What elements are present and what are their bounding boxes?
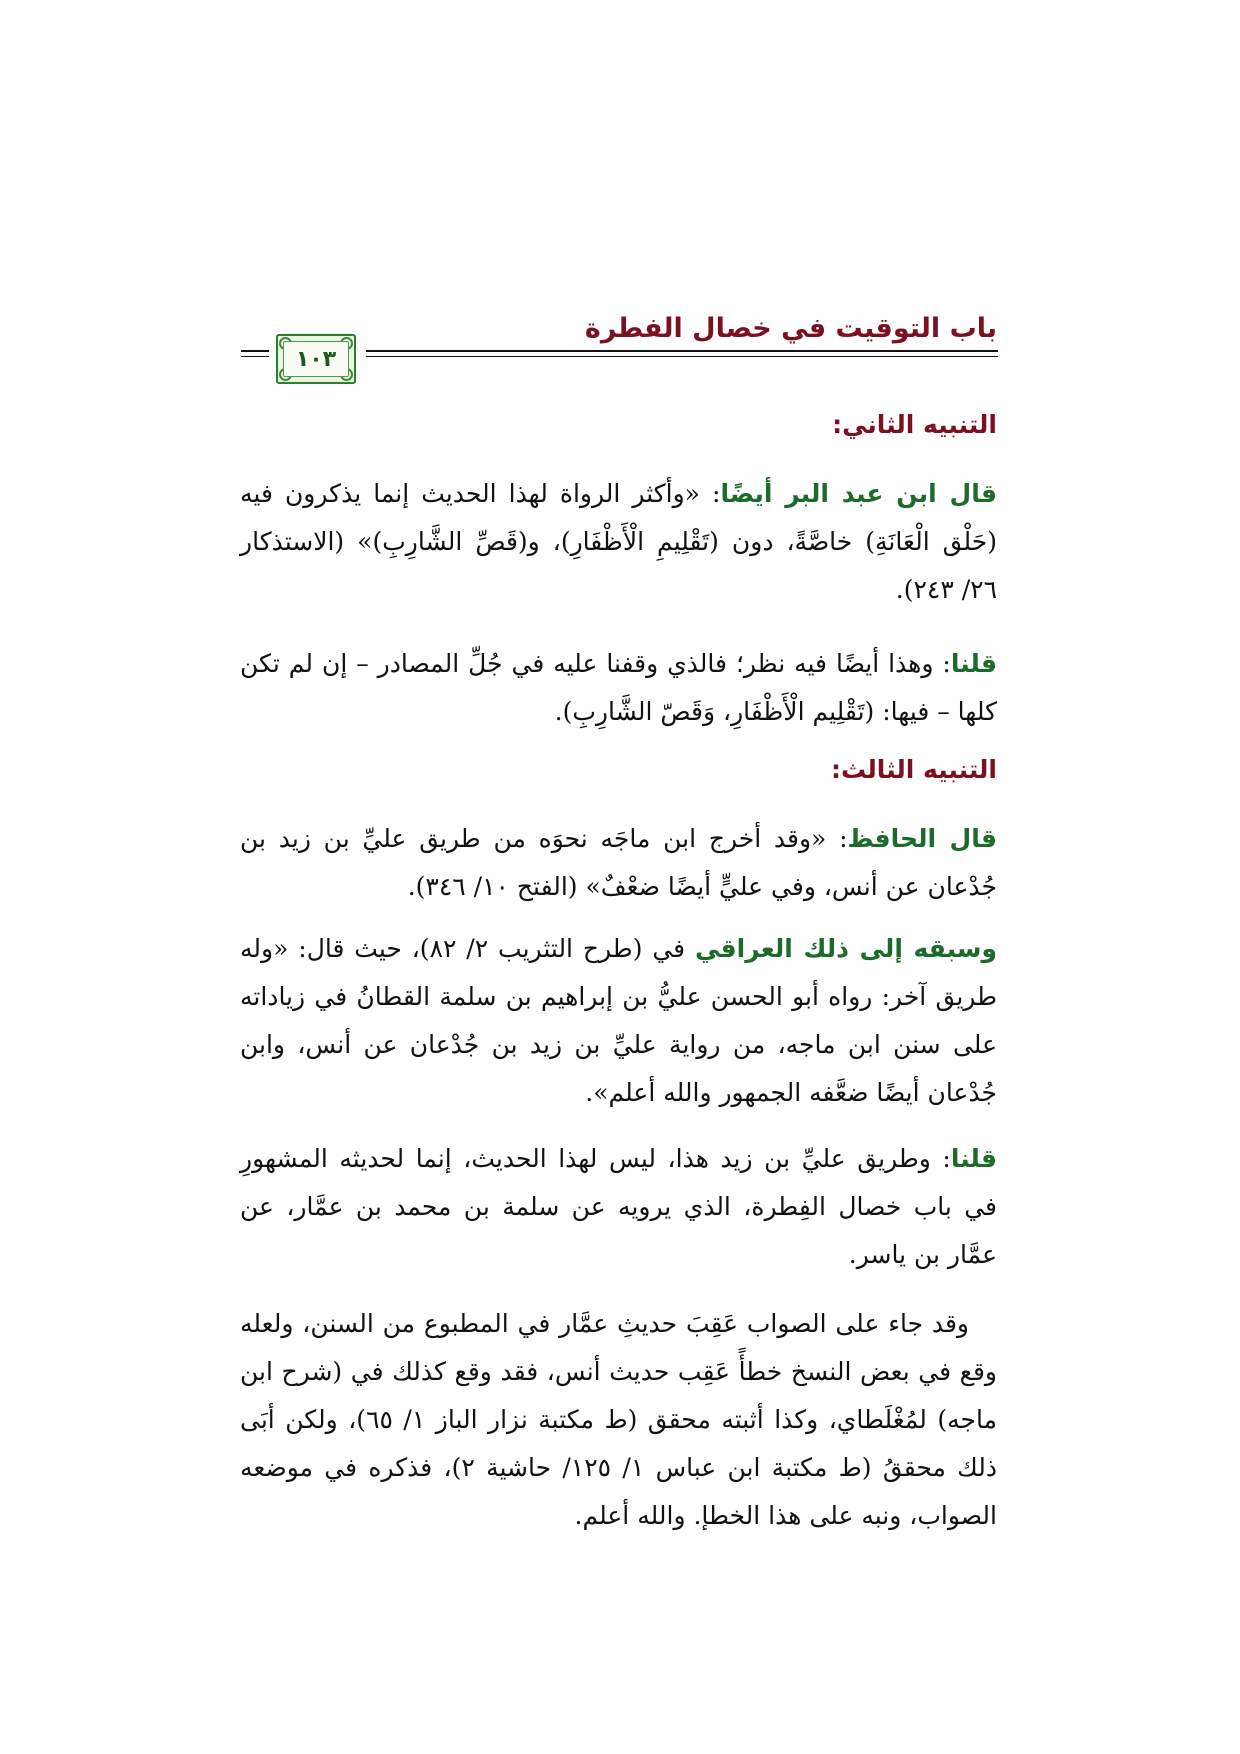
paragraph-lead: وسبقه إلى ذلك العراقي bbox=[695, 934, 998, 963]
page-number: ١٠٣ bbox=[295, 346, 337, 372]
header-rule-right-bottom bbox=[366, 356, 998, 357]
paragraph-ibn-abd-al-barr bbox=[240, 470, 997, 614]
page-number-inner bbox=[283, 341, 349, 377]
running-title: باب التوقيت في خصال الفطرة bbox=[584, 313, 997, 344]
paragraph-text: : وهذا أيضًا فيه نظر؛ فالذي وقفنا عليه في جُلِّ المصادر – إن لم تكن كلها – فيها: (تَقْلِيم الْأَظْفَارِ، وَقَصّ الشَّارِبِ). bbox=[240, 649, 997, 726]
header-rule-left-bottom bbox=[241, 356, 269, 357]
section-heading-third-note: التنبيه الثالث: bbox=[830, 755, 997, 784]
paragraph-text: في (طرح التثريب ٢/ ٨٢)، حيث قال: «وله طريق آخر: رواه أبو الحسن عليُّ بن إبراهيم بن سلمة القطانُ في زياداته على سنن ابن ماجه، من رواية عليِّ بن زيد بن جُدْعان عن أنس، وابن جُدْعان أيضًا ضعَّفه الجمهور والله أعلم». bbox=[240, 934, 997, 1107]
section-heading-second-note: التنبيه الثاني: bbox=[832, 410, 997, 439]
paragraph-sawab bbox=[240, 1300, 997, 1540]
page-number-frame bbox=[276, 334, 356, 384]
paragraph-text: : وطريق عليِّ بن زيد هذا، ليس لهذا الحديث، إنما لحديثه المشهورِ في باب خصال الفِطرة، الذي يرويه عن سلمة بن محمد بن عمَّار، عن عمَّار بن ياسر. bbox=[240, 1144, 997, 1269]
paragraph-al-hafiz bbox=[240, 815, 997, 911]
paragraph-lead: قلنا bbox=[950, 649, 997, 678]
paragraph-lead: قلنا bbox=[950, 1144, 997, 1173]
header-rule-right-top bbox=[366, 350, 998, 352]
paragraph-text: : «وأكثر الرواة لهذا الحديث إنما يذكرون فيه (حَلْق الْعَانَةِ) خاصَّةً، دون (تَقْلِيمِ الْأَظْفَارِ)، و(قَصِّ الشَّارِبِ)» (الاستذكار ٢٦/ ٢٤٣). bbox=[240, 479, 997, 604]
paragraph-text: وقد جاء على الصواب عَقِبَ حديثِ عمَّار في المطبوع من السنن، ولعله وقع في بعض النسخ خطأً عَقِب حديث أنس، فقد وقع كذلك في (شرح ابن ماجه) لمُغْلَطاي، وكذا أثبته محقق (ط مكتبة نزار الباز ١/ ٦٥)، ولكن أبَى ذلك محققُ (ط مكتبة ابن عباس ١/ ١٢٥/ حاشية ٢)، فذكره في موضعه الصواب، ونبه على هذا الخطإ. والله أعلم. bbox=[240, 1309, 997, 1530]
paragraph-lead: قال الحافظ bbox=[847, 824, 997, 853]
paragraph-text: : «وقد أخرج ابن ماجَه نحوَه من طريق عليِّ بن زيد بن جُدْعان عن أنس، وفي عليٍّ أيضًا ضعْفٌ» (الفتح ١٠/ ٣٤٦). bbox=[240, 824, 997, 901]
paragraph-qulna-2 bbox=[240, 1135, 997, 1279]
paragraph-lead: قال ابن عبد البر أيضًا bbox=[720, 479, 997, 508]
paragraph-al-iraqi bbox=[240, 925, 997, 1117]
paragraph-qulna-1 bbox=[240, 640, 997, 736]
header-rule-left-top bbox=[241, 350, 269, 352]
